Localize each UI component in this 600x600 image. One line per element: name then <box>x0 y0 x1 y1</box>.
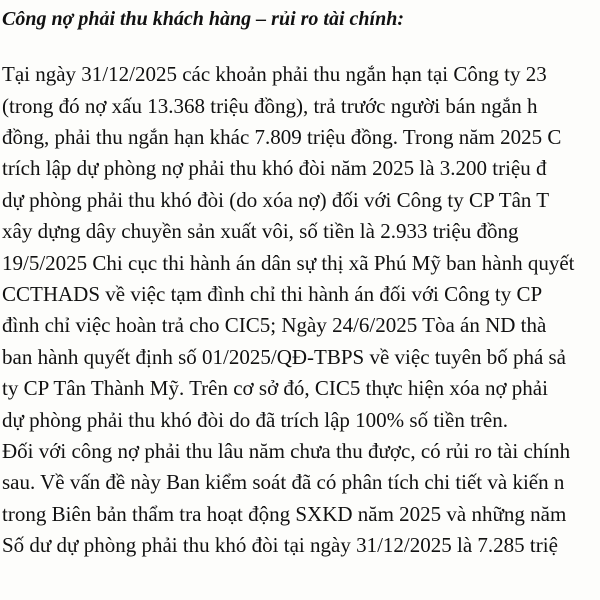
paragraph-line-5: dự phòng phải thu khó đòi (do xóa nợ) đối với Công ty CP Tân T <box>2 188 550 212</box>
paragraph-line-14: sau. Về vấn đề này Ban kiểm soát đã có phân tích chi tiết và kiến n <box>2 470 565 494</box>
paragraph-line-8: CCTHADS về việc tạm đình chỉ thi hành án đối với Công ty CP <box>2 282 543 306</box>
paragraph-line-3: đồng, phải thu ngắn hạn khác 7.809 triệu đồng. Trong năm 2025 C <box>2 125 562 149</box>
paragraph-line-7: 19/5/2025 Chi cục thi hành án dân sự thị xã Phú Mỹ ban hành quyết <box>2 251 575 275</box>
paragraph-line-6: xây dựng dây chuyền sản xuất vôi, số tiền là 2.933 triệu đồng <box>2 219 519 243</box>
paragraph-line-10: ban hành quyết định số 01/2025/QĐ-TBPS về việc tuyên bố phá sả <box>2 345 567 369</box>
section-heading: Công nợ phải thu khách hàng – rủi ro tài chính: <box>2 8 404 30</box>
paragraph-line-4: trích lập dự phòng nợ phải thu khó đòi năm 2025 là 3.200 triệu đ <box>2 156 547 180</box>
paragraph-line-1: Tại ngày 31/12/2025 các khoản phải thu ngắn hạn tại Công ty 23 <box>2 62 547 86</box>
paragraph-line-9: đình chỉ việc hoàn trả cho CIC5; Ngày 24/6/2025 Tòa án ND thà <box>2 313 547 337</box>
paragraph-line-13: Đối với công nợ phải thu lâu năm chưa thu được, có rủi ro tài chính <box>2 439 571 463</box>
paragraph-line-11: ty CP Tân Thành Mỹ. Trên cơ sở đó, CIC5 thực hiện xóa nợ phải <box>2 376 548 400</box>
paragraph-line-15: trong Biên bản thẩm tra hoạt động SXKD năm 2025 và những năm <box>2 502 567 526</box>
paragraph-line-2: (trong đó nợ xấu 13.368 triệu đồng), trả trước người bán ngắn h <box>2 94 538 118</box>
paragraph-line-12: dự phòng phải thu khó đòi do đã trích lập 100% số tiền trên. <box>2 408 508 432</box>
paragraph-line-16: Số dư dự phòng phải thu khó đòi tại ngày 31/12/2025 là 7.285 triệ <box>2 533 558 557</box>
